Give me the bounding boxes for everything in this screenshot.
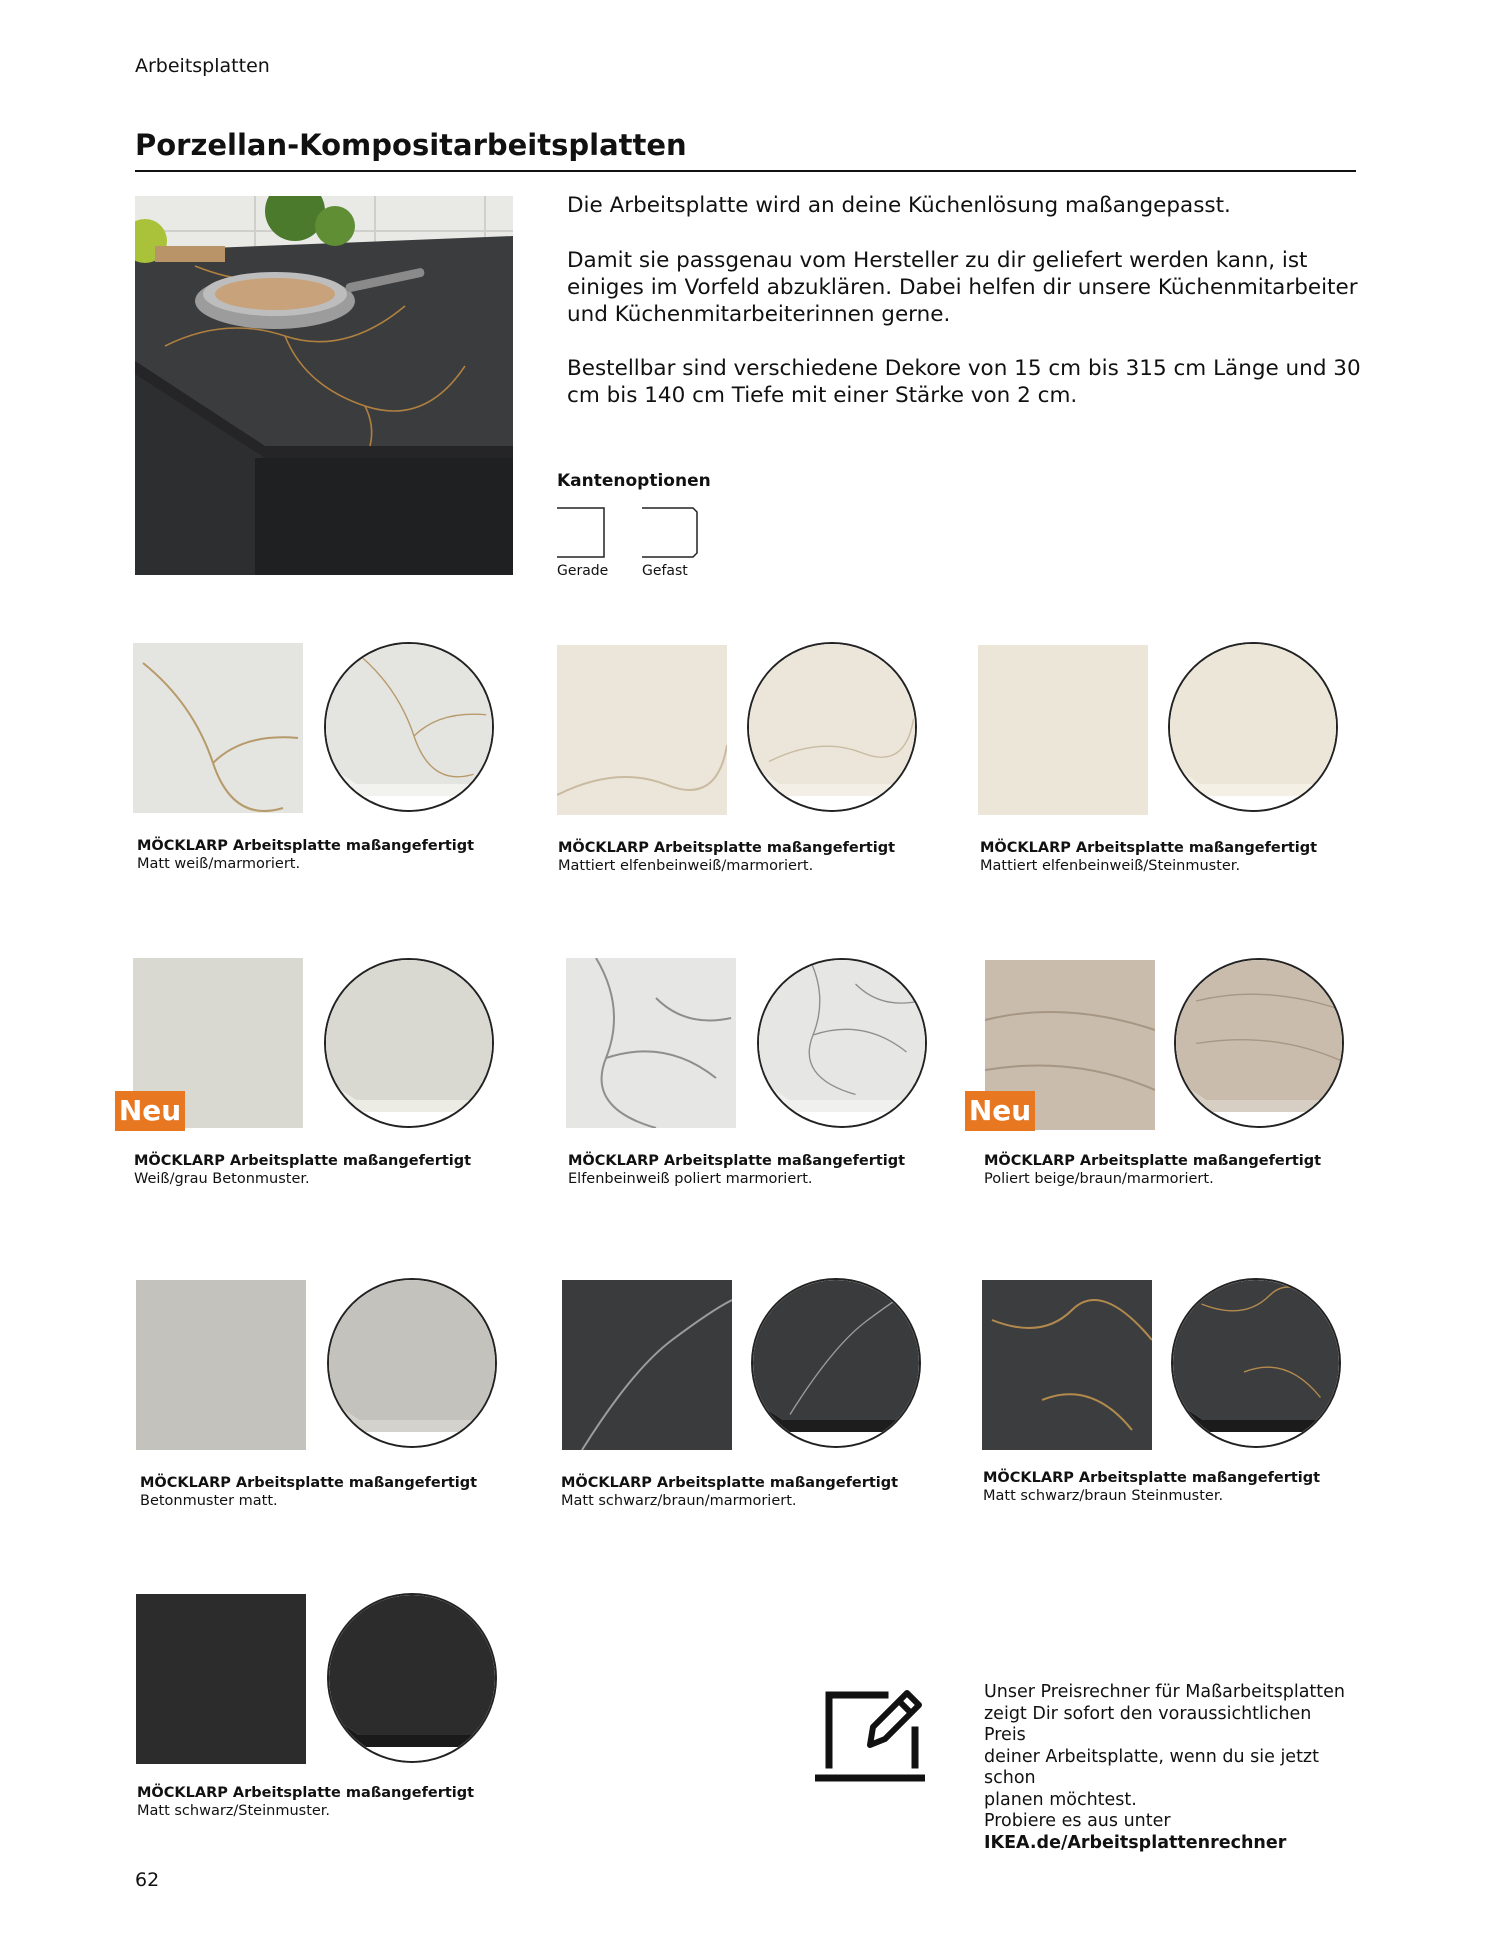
intro-paragraph-1: Die Arbeitsplatte wird an deine Küchenlösung maßangepasst. [567,193,1231,218]
product-description: Elfenbeinweiß poliert marmoriert. [568,1171,813,1187]
new-badge: Neu [115,1091,185,1131]
product-name: MÖCKLARP Arbeitsplatte maßangefertigt [980,840,1318,856]
product-swatch [562,1280,732,1450]
product-edge-detail [1174,958,1344,1128]
laptop-pencil-icon [815,1685,925,1789]
product-edge-detail [327,1278,497,1448]
calculator-line: deiner Arbeitsplatte, wenn du sie jetzt schon [984,1746,1319,1788]
product-description: Mattiert elfenbeinweiß/Steinmuster. [980,858,1241,874]
product-description: Betonmuster matt. [140,1493,278,1509]
product-swatch [136,1280,306,1450]
calculator-line: Probiere es aus unter [984,1811,1171,1831]
product-name: MÖCKLARP Arbeitsplatte maßangefertigt [137,1785,475,1801]
product-name: MÖCKLARP Arbeitsplatte maßangefertigt [134,1153,472,1169]
product-edge-detail [757,958,927,1128]
page-number: 62 [135,1869,160,1891]
intro-paragraph-2: Damit sie passgenau vom Hersteller zu dir geliefert werden kann, ist einiges im Vorfeld abzuklären. Dabei helfen dir unsere Küchenmitarbeiter und Küchenmitarbeiterinnen gerne. [567,248,1358,327]
product-name: MÖCKLARP Arbeitsplatte maßangefertigt [983,1470,1321,1486]
edge-option-label: Gerade [557,563,609,579]
calculator-line: Unser Preisrechner für Maßarbeitsplatten [984,1682,1346,1702]
intro-paragraph-3: Bestellbar sind verschiedene Dekore von 15 cm bis 315 cm Länge und 30 cm bis 140 cm Tiefe mit einer Stärke von 2 cm. [567,356,1361,408]
product-description: Matt weiß/marmoriert. [137,856,301,872]
product-description: Matt schwarz/braun Steinmuster. [983,1488,1224,1504]
calculator-line: planen möchtest. [984,1789,1137,1810]
product-swatch [982,1280,1152,1450]
product-name: MÖCKLARP Arbeitsplatte maßangefertigt [137,838,475,854]
section-label: Arbeitsplatten [135,55,270,77]
product-swatch [133,643,303,813]
product-name: MÖCKLARP Arbeitsplatte maßangefertigt [140,1475,478,1491]
product-edge-detail [327,1593,497,1763]
product-swatch [136,1594,306,1764]
product-name: MÖCKLARP Arbeitsplatte maßangefertigt [561,1475,899,1491]
product-description: Poliert beige/braun/marmoriert. [984,1171,1214,1187]
product-description: Mattiert elfenbeinweiß/marmoriert. [558,858,814,874]
edge-option-label: Gefast [642,563,688,579]
edge-straight-icon [557,507,607,563]
product-swatch [978,645,1148,815]
product-name: MÖCKLARP Arbeitsplatte maßangefertigt [558,840,896,856]
calculator-line: zeigt Dir sofort den voraussichtlichen Preis [984,1703,1312,1745]
calculator-text [984,1682,1354,1854]
product-edge-detail [747,642,917,812]
calculator-link[interactable]: IKEA.de/Arbeitsplattenrechner [984,1832,1287,1853]
product-edge-detail [1168,642,1338,812]
hero-kitchen-image [135,196,513,575]
new-badge: Neu [965,1091,1035,1131]
product-swatch [566,958,736,1128]
product-name: MÖCKLARP Arbeitsplatte maßangefertigt [984,1153,1322,1169]
product-description: Weiß/grau Betonmuster. [134,1171,310,1187]
edge-chamfered-icon [642,507,700,563]
product-edge-detail [324,642,494,812]
product-edge-detail [751,1278,921,1448]
edge-options-title: Kantenoptionen [557,471,711,491]
product-description: Matt schwarz/braun/marmoriert. [561,1493,797,1509]
title-rule [135,170,1356,172]
product-swatch [557,645,727,815]
product-edge-detail [324,958,494,1128]
page-title: Porzellan-Kompositarbeitsplatten [135,128,687,162]
product-edge-detail [1171,1278,1341,1448]
product-description: Matt schwarz/Steinmuster. [137,1803,331,1819]
product-name: MÖCKLARP Arbeitsplatte maßangefertigt [568,1153,906,1169]
